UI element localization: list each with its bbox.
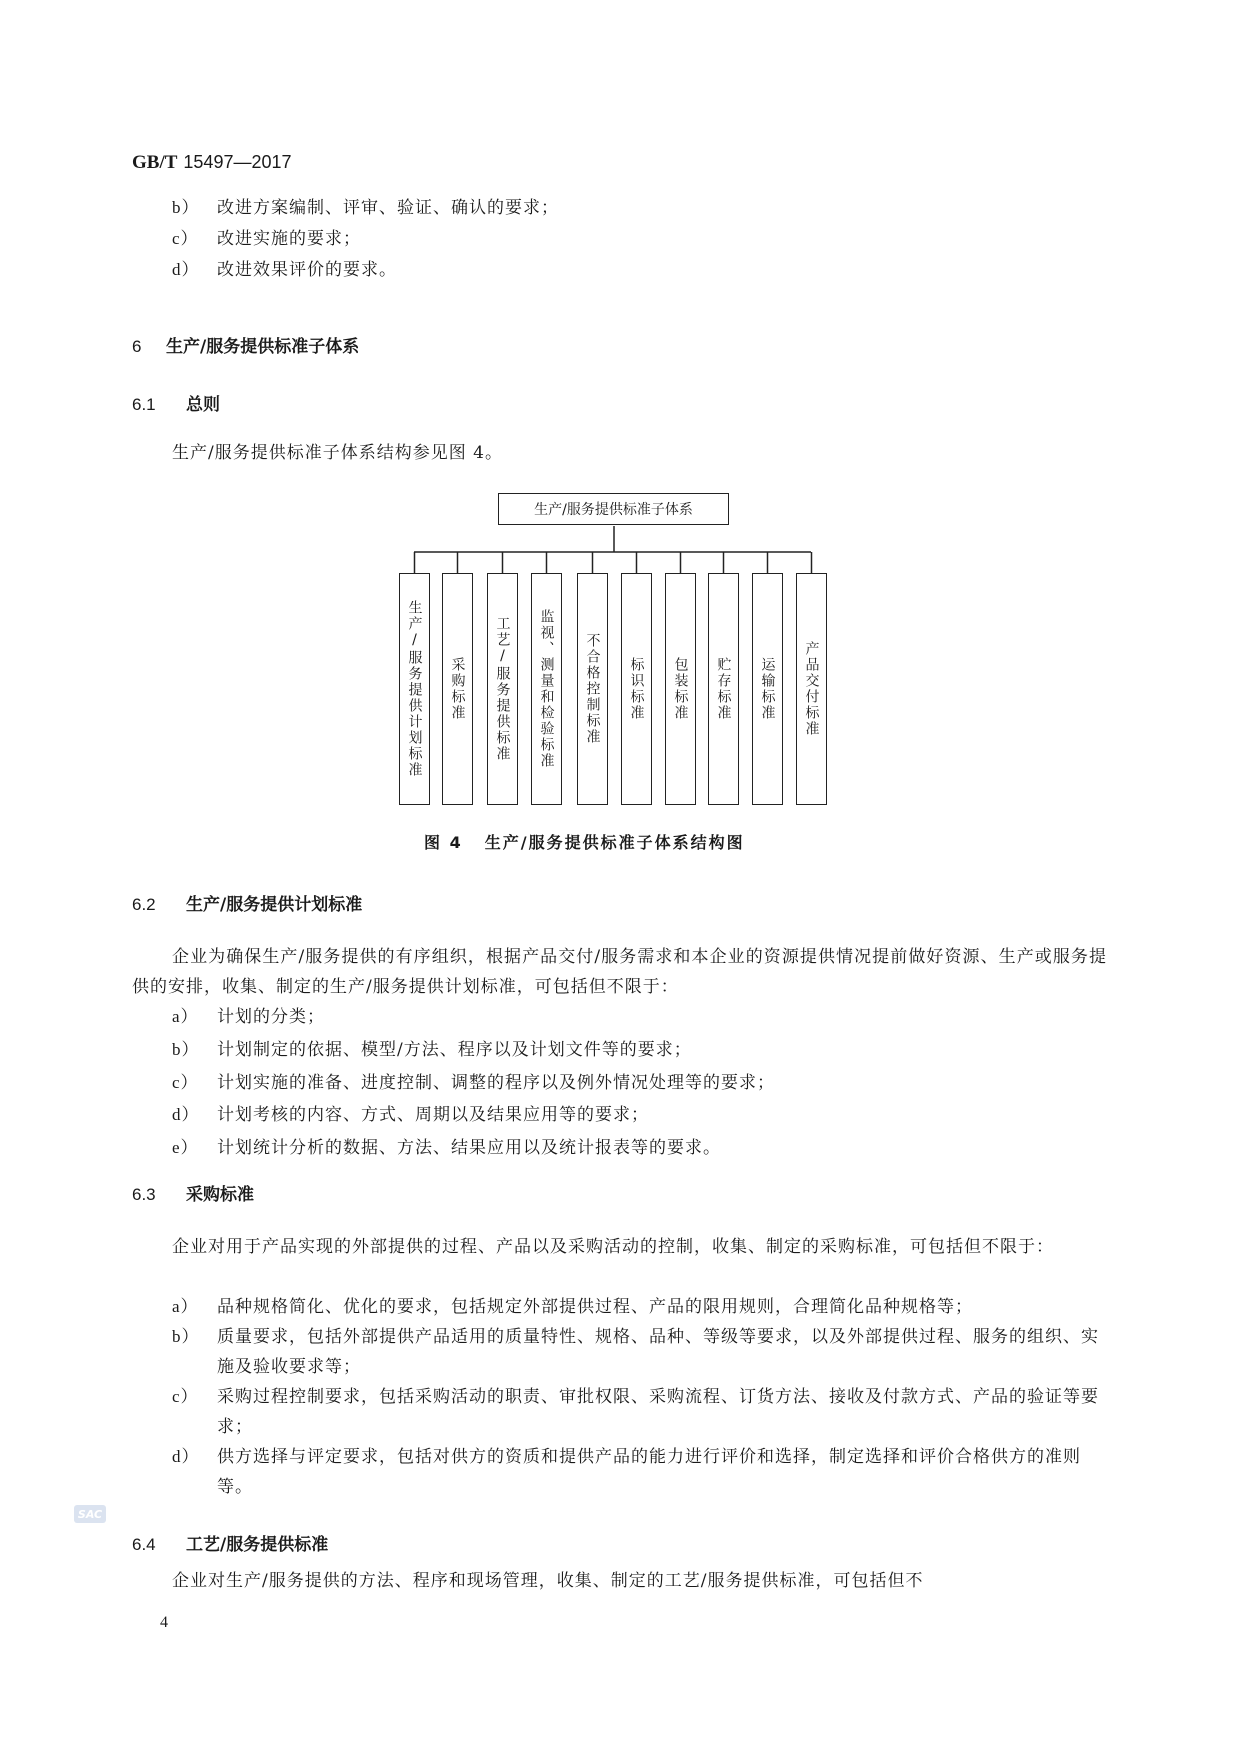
list-item — [172, 1002, 1112, 1032]
child-node-label: 监视、测量和检验标准 — [538, 609, 555, 769]
list-label: c） — [172, 1387, 199, 1406]
list-text: 采购过程控制要求，包括采购活动的职责、审批权限、采购流程、订货方法、接收及付款方式、产品的验证等要求； — [217, 1387, 1099, 1437]
list-item — [172, 1292, 1112, 1322]
diagram-child-node — [752, 573, 783, 805]
diagram-child-node — [531, 573, 562, 805]
list-label: d） — [172, 1447, 200, 1466]
list-text: 改进方案编制、评审、验证、确认的要求； — [217, 198, 559, 218]
standard-code — [132, 148, 292, 177]
list-label: b） — [172, 198, 200, 217]
list-label: a） — [172, 1007, 199, 1026]
section-heading-6-4 — [132, 1531, 328, 1559]
sac-logo — [74, 1505, 106, 1523]
section-heading-6 — [132, 333, 359, 361]
paragraph: 企业对用于产品实现的外部提供的过程、产品以及采购活动的控制，收集、制定的采购标准，可包括但不限于： — [172, 1237, 1054, 1257]
list-text: 计划统计分析的数据、方法、结果应用以及统计报表等的要求。 — [217, 1138, 721, 1158]
list-label: b） — [172, 1040, 200, 1059]
section-title: 生产/服务提供标准子体系 — [166, 337, 360, 357]
child-node-label: 生产/服务提供计划标准 — [406, 600, 423, 778]
child-node-label: 运输标准 — [759, 657, 776, 721]
child-node-label: 不合格控制标准 — [584, 633, 601, 745]
list-item — [172, 1133, 1112, 1163]
diagram-root-node — [498, 493, 729, 525]
list-label: c） — [172, 1073, 199, 1092]
logo-text: SAC — [77, 1507, 103, 1521]
paragraph: 生产/服务提供标准子体系结构参见图 4。 — [172, 443, 503, 463]
section-number: 6.4 — [132, 1535, 156, 1554]
diagram-child-node — [442, 573, 473, 805]
section-title: 生产/服务提供计划标准 — [186, 895, 363, 915]
standard-prefix: GB/T — [132, 152, 178, 173]
list-label: d） — [172, 1105, 200, 1124]
list-item — [172, 1442, 1112, 1502]
section-heading-6-1 — [132, 391, 220, 419]
list-text: 计划制定的依据、模型/方法、程序以及计划文件等的要求； — [217, 1040, 692, 1060]
diagram-child-node — [487, 573, 518, 805]
list-label: a） — [172, 1297, 199, 1316]
paragraph: 企业为确保生产/服务提供的有序组织，根据产品交付/服务需求和本企业的资源提供情况提前做好资源、生产或服务提供的安排，收集、制定的生产/服务提供计划标准，可包括但不限于： — [132, 947, 1107, 997]
figure-caption-label: 图 4 — [424, 833, 463, 852]
section-heading-6-3 — [132, 1181, 254, 1209]
list-label: e） — [172, 1138, 199, 1157]
section-number: 6.3 — [132, 1185, 156, 1204]
page-number: 4 — [160, 1614, 168, 1631]
list-item — [172, 1100, 1112, 1130]
list-text: 改进实施的要求； — [217, 229, 361, 249]
section-number: 6.1 — [132, 395, 156, 414]
list-text: 计划的分类； — [217, 1007, 325, 1027]
figure-caption — [424, 830, 745, 853]
list-item — [172, 1322, 1112, 1382]
figure-caption-title: 生产/服务提供标准子体系结构图 — [484, 833, 745, 852]
child-node-label: 采购标准 — [449, 657, 466, 721]
list-text: 品种规格简化、优化的要求，包括规定外部提供过程、产品的限用规则，合理简化品种规格等； — [217, 1297, 973, 1317]
list-text: 供方选择与评定要求，包括对供方的资质和提供产品的能力进行评价和选择，制定选择和评价合格供方的准则等。 — [217, 1447, 1081, 1497]
diagram-child-node — [665, 573, 696, 805]
child-node-label: 包装标准 — [672, 657, 689, 721]
section-number: 6.2 — [132, 895, 156, 914]
list-label: d） — [172, 260, 200, 279]
diagram-child-node — [399, 573, 430, 805]
section-number: 6 — [132, 337, 142, 356]
diagram-child-node — [796, 573, 827, 805]
list-label: b） — [172, 1327, 200, 1346]
root-node-label: 生产/服务提供标准子体系 — [534, 502, 693, 518]
diagram-child-node — [621, 573, 652, 805]
list-item — [172, 1068, 1112, 1098]
diagram-child-node — [708, 573, 739, 805]
list-item — [172, 1035, 1112, 1065]
diagram-child-node — [577, 573, 608, 805]
child-node-label: 标识标准 — [628, 657, 645, 721]
list-item — [172, 1382, 1112, 1442]
section-title: 工艺/服务提供标准 — [186, 1535, 329, 1555]
list-label: c） — [172, 229, 199, 248]
list-item — [172, 193, 1112, 223]
standard-number: 15497—2017 — [183, 152, 292, 172]
list-text: 计划考核的内容、方式、周期以及结果应用等的要求； — [217, 1105, 649, 1125]
section-title: 采购标准 — [186, 1185, 254, 1205]
list-item — [172, 255, 1112, 285]
list-text: 计划实施的准备、进度控制、调整的程序以及例外情况处理等的要求； — [217, 1073, 775, 1093]
child-node-label: 产品交付标准 — [803, 641, 820, 737]
list-item — [172, 224, 1112, 254]
list-text: 质量要求，包括外部提供产品适用的质量特性、规格、品种、等级等要求，以及外部提供过程、服务的组织、实施及验收要求等； — [217, 1327, 1099, 1377]
section-title: 总则 — [186, 395, 220, 415]
child-node-label: 工艺/服务提供标准 — [494, 616, 511, 762]
child-node-label: 贮存标准 — [715, 657, 732, 721]
paragraph: 企业对生产/服务提供的方法、程序和现场管理，收集、制定的工艺/服务提供标准，可包括但不 — [172, 1571, 924, 1591]
section-heading-6-2 — [132, 891, 362, 919]
list-text: 改进效果评价的要求。 — [217, 260, 397, 280]
